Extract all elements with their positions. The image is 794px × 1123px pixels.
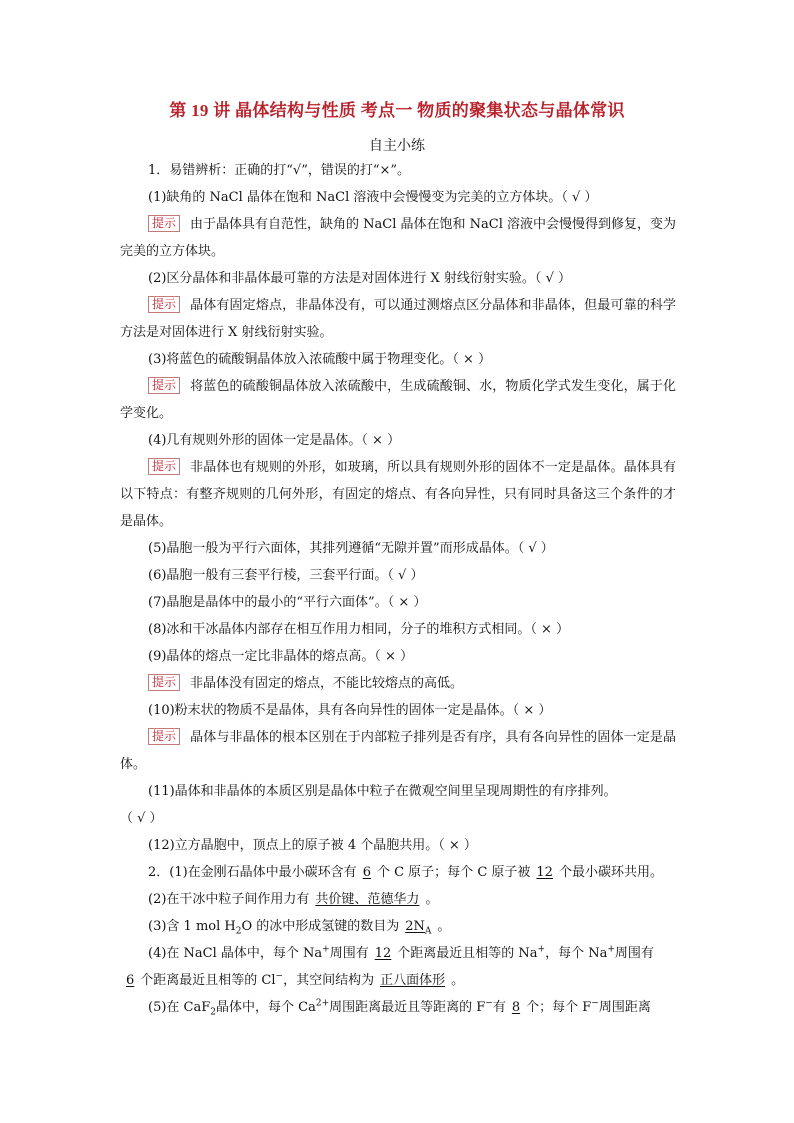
question-2-part-4-cont: 6 个距离最近且相等的 Cl−，其空间结构为 正八面体形 。 — [120, 967, 676, 994]
item-11: (11)晶体和非晶体的本质区别是晶体中粒子在微观空间里呈现周期性的有序排列。 — [148, 784, 617, 799]
answer-blank: 12 — [374, 946, 392, 961]
exercise-content — [120, 157, 676, 1021]
question-2-part-2: (2)在干冰中粒子间作用力有 共价键、范德华力 。 — [148, 892, 439, 907]
item-12: (12)立方晶胞中，顶点上的原子被 4 个晶胞共用。（ × ） — [148, 838, 477, 853]
hint-text: 将蓝色的硫酸铜晶体放入浓硫酸中，生成硫酸铜、水，物质化学式发生变化，属于化学变化。 — [120, 379, 676, 421]
question-2-part-4: (4)在 NaCl 晶体中，每个 Na+周围有 12 个距离最近且相等的 Na+，每个 Na+周围有 — [148, 944, 654, 961]
item-9: (9)晶体的熔点一定比非晶体的熔点高。（ × ） — [148, 649, 414, 664]
item-7: (7)晶胞是晶体中的最小的“平行六面体”。（ × ） — [148, 595, 427, 610]
item-5: (5)晶胞一般为平行六面体，其排列遵循“无隙并置”而形成晶体。（ √ ） — [148, 541, 554, 556]
answer-blank: 6 — [126, 973, 135, 988]
item-6: (6)晶胞一般有三套平行棱，三套平行面。（ √ ） — [148, 568, 424, 583]
hint-label: 提示 — [148, 296, 180, 313]
page-title: 第 19 讲 晶体结构与性质 考点一 物质的聚集状态与晶体常识 — [169, 101, 625, 120]
item-3: (3)将蓝色的硫酸铜晶体放入浓硫酸中属于物理变化。（ × ） — [148, 352, 492, 367]
hint-text: 非晶体没有固定的熔点，不能比较熔点的高低。 — [190, 676, 464, 691]
hint-4 — [120, 454, 676, 535]
hint-label: 提示 — [148, 728, 180, 745]
answer-blank: 正八面体形 — [380, 973, 446, 988]
item-1: (1)缺角的 NaCl 晶体在饱和 NaCl 溶液中会慢慢变为完美的立方体块。（ √ ） — [148, 190, 598, 205]
question-1-intro: 1．易错辨析：正确的打“√”，错误的打“×”。 — [148, 163, 411, 178]
item-10: (10)粉末状的物质不是晶体，具有各向异性的固体一定是晶体。（ × ） — [148, 703, 552, 718]
hint-text: 晶体有固定熔点，非晶体没有，可以通过测熔点区分晶体和非晶体，但最可靠的科学方法是对固体进行 X 射线衍射实验。 — [120, 298, 676, 340]
hint-10 — [120, 724, 676, 778]
question-2-part-5: (5)在 CaF$_2$晶体中，每个 $Ca^{2+}$周围距离最近且等距离的 F−有 8 个；每个 F−周围距离 — [148, 998, 651, 1018]
hint-label: 提示 — [148, 458, 180, 475]
hint-9 — [120, 670, 676, 697]
item-11-answer: （ √ ） — [120, 811, 163, 826]
question-2-part-3: (3)含 1 mol $H_2O$ 的冰中形成氢键的数目为 $2N_A$ 。 — [148, 919, 451, 937]
item-8: (8)冰和干冰晶体内部存在相互作用力相同，分子的堆积方式相同。（ × ） — [148, 622, 570, 637]
answer-blank: $2N_A$ — [405, 919, 432, 937]
hint-text: 非晶体也有规则的外形，如玻璃，所以具有规则外形的固体不一定是晶体。晶体具有以下特点：有整齐规则的几何外形，有固定的熔点、有各向异性，只有同时具备这三个条件的才是晶体。 — [120, 460, 676, 529]
answer-blank: 12 — [536, 865, 553, 880]
answer-blank: 6 — [362, 865, 371, 880]
hint-text: 晶体与非晶体的根本区别在于内部粒子排列是否有序，具有各向异性的固体一定是晶体。 — [120, 730, 676, 772]
item-4: (4)几有规则外形的固体一定是晶体。（ × ） — [148, 433, 401, 448]
hint-label: 提示 — [148, 674, 180, 691]
hint-3 — [120, 373, 676, 427]
hint-2 — [120, 292, 676, 346]
answer-blank: 8 — [511, 1000, 521, 1015]
question-2-part-1: 2．(1)在金刚石晶体中最小碳环含有 6 个 C 原子；每个 C 原子被 12 个最小碳环共用。 — [148, 865, 663, 880]
hint-1 — [120, 211, 676, 265]
hint-text: 由于晶体具有自范性，缺角的 NaCl 晶体在饱和 NaCl 溶液中会慢慢得到修复，变为完美的立方体块。 — [120, 217, 677, 259]
answer-blank: 共价键、范德华力 — [315, 892, 420, 907]
hint-label: 提示 — [148, 215, 180, 232]
hint-label: 提示 — [148, 377, 180, 394]
section-subtitle: 自主小练 — [369, 138, 425, 154]
item-2: (2)区分晶体和非晶体最可靠的方法是对固体进行 X 射线衍射实验。（ √ ） — [148, 271, 571, 286]
